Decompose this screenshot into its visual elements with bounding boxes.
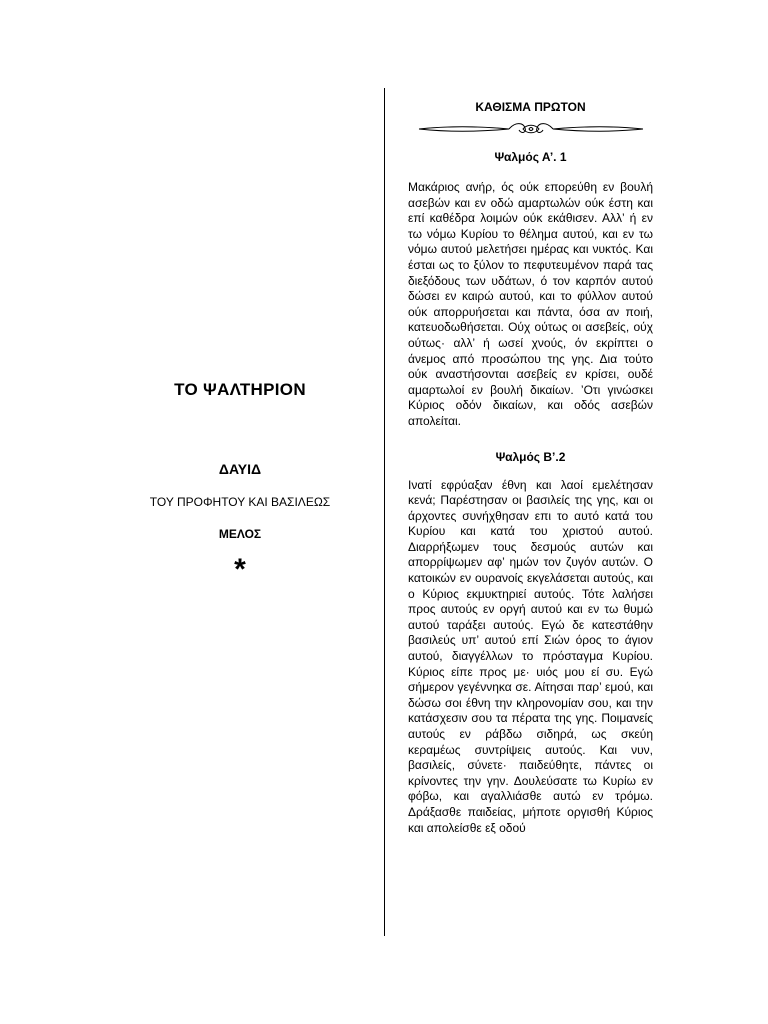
psalm-1-text: Μακάριος ανήρ, ός ούκ επορεύθη εν βουλή ασεβών και εν οδώ αμαρτωλών ούκ έστη και επί καθέδρα λοιμών ούκ εκάθισεν. Αλλ’ ή εν τω νόμω Κυρίου το θέλημα αυτού, και εν τω νόμω αυτού μελετήσει ημέρας και νυκτός. Και έσται ως το ξύλον το πεφυτευμένον παρά τας διεξόδους των υδάτων, ό τον καρπόν αυτού δώσει εν καιρώ αυτού, και το φύλλον αυτού ούκ απορρυήσεται και πάντα, όσα αν ποιή, κατευοδωθήσεται. Ούχ ούτως οι ασεβείς, ούχ ούτως· αλλ’ ή ωσεί χνούς, όν εκρίπτει ο άνεμος από προσώπου της γης. Δια τούτο ούκ αναστήσονται ασεβείς εν κρίσει, ουδέ αμαρτωλοί εν βουλή δικαίων. ’Οτι γινώσκει Κύριος οδόν δικαίων, και οδός ασεβών απολείται. (408, 180, 653, 428)
book-title: ΤΟ ΨΑΛΤΗΡΙΟΝ (174, 380, 306, 399)
asterisk-mark: * (234, 553, 246, 586)
psalm-2-text: Ινατί εφρύαξαν έθνη και λαοί εμελέτησαν κενά; Παρέστησαν οι βασιλείς της γης, και οι άρχοντες συνήχθησαν επι το αυτό κατά του Κυρίου και κατά του χριστού αυτού. Διαρρήξωμεν τους δεσμούς αυτών και απορρίψωμεν αφ’ ημών τον ζυγόν αυτών. Ο κατοικών εν ουρανοίς εκγελάσεται αυτούς, και ο Κύριος εκμυκτηριεί αυτούς. Τότε λαλήσει προς αυτούς εν οργή αυτού και εν τω θυμώ αυτού ταράξει αυτούς. Εγώ δε κατεστάθην βασιλεύς υπ’ αυτού επί Σιών όρος το άγιον αυτού, διαγγέλλων το πρόσταγμα Κυρίου. Κύριος είπε προς με· υιός μου εί συ. Εγώ σήμερον γεγέννηκα σε. Αίτησαι παρ’ εμού, και δώσω σοι έθνη την κληρονομίαν σου, και την κατάσχεσιν σου τα πέρατα της γης. Ποιμανείς αυτούς εν ράβδω σιδηρά, ως σκεύη κεραμέως συντρίψεις αυτούς. Και νυν, βασιλείς, σύνετε· παιδεύθητε, πάντες οι κρίνοντες την γην. Δουλεύσατε τω Κυρίω εν φόβω, και αγαλλιάσθε αυτώ εν τρόμω. Δράξασθε παιδείας, μήποτε οργισθή Κύριος και απολείσθε εξ οδού (408, 477, 653, 835)
scroll-flourish-icon (417, 120, 645, 136)
section-heading: ΚΑΘΙΣΜΑ ΠΡΩΤΟΝ (475, 100, 586, 114)
column-divider (384, 88, 385, 936)
psalm-2-heading: Ψαλμός Β’.2 (495, 449, 566, 464)
author-name: ΔΑΥΙΔ (218, 461, 262, 477)
text-column (408, 100, 653, 836)
psalm-1-heading: Ψαλμός Α’. 1 (494, 150, 567, 164)
author-description: ΤΟΥ ΠΡΟΦΗΤΟΥ ΚΑΙ ΒΑΣΙΛΕΩΣ (149, 495, 331, 509)
melos-label: ΜΕΛΟΣ (218, 527, 262, 541)
